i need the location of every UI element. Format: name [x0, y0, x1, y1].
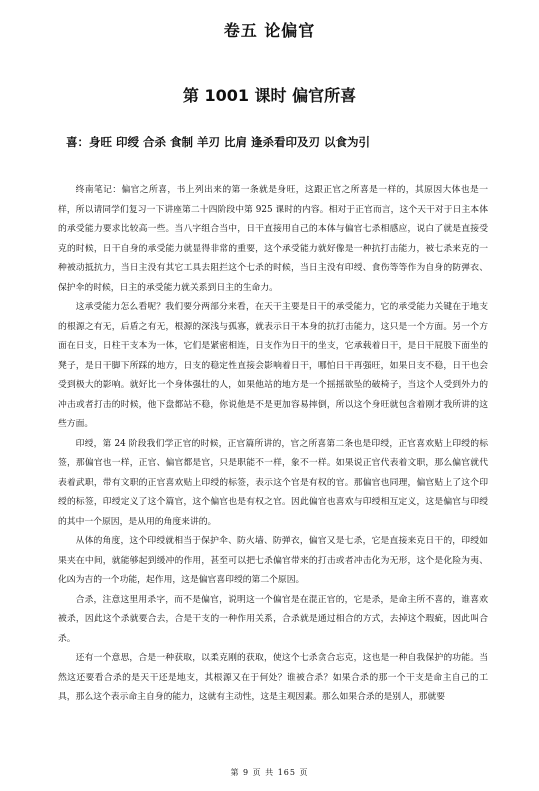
paragraph: 印绶，第 24 阶段我们学正官的时候，正官篇所讲的，官之所喜第二条也是印绶，正官喜欢贴上印绶的标签，那偏官也一样，正官、偏官都是官，只是职能不一样，象不一样。如果说正官代表着文职，那么偏官就代表着武职，带有文职的正官喜欢贴上印绶的标签，表示这个官是有权的官。那偏官也同理，偏官贴上了这个印绶的标签，印绶定义了这个篇官，这个偏官也是有权之官。因此偏官也喜欢与印绶相互定义，这是偏官与印绶的其中一个原因，是从用的角度来讲的。	[58, 438, 488, 527]
paragraph: 合杀，注意这里用杀字，而不是偏官，说明这一个偏官是在混正官的，它是杀，是命主所不喜的，谁喜欢被杀，因此这个杀就要合去，合是干支的一种作用关系，合杀就是通过相合的方式，去掉这个瑕疵，因此叫合杀。	[58, 594, 488, 644]
lesson-title: 第 1001 课时 偏官所喜	[182, 86, 357, 105]
paragraph: 从体的角度，这个印绶就相当于保护伞、防火墙、防弹衣，偏官又是七杀，它是直接来克日干的，印绶如果夹在中间，就能够起到缓冲的作用，甚至可以把七杀偏官带来的打击或者冲击化为无形，这个是化险为夷、化凶为吉的一个功能，起作用，这是偏官喜印绶的第二个原因。	[58, 536, 488, 585]
paragraph: 终南笔记：偏官之所喜，书上列出来的第一条就是身旺，这跟正官之所喜是一样的，其原因大体也是一样，所以请同学们复习一下讲座第二十四阶段中第 925 课时的内容。相对于正官而言，这个天干对于日主本体的承受能力要求比较高一些。当八字组合当中，日干直接用自己的本体与偏官七杀相感应，说白了就是直接受克的时候，日干自身的承受能力就显得非常的重要，这个承受能力就好像是一种抗打击能力，被七杀来克的一种被动抵抗力，当日主没有其它工具去阻拦这个七杀的时候，当日主没有印绶、食伤等等作为自身的防弹衣、保护伞的时候，日主的承受能力就关系到日主的生命力。	[58, 185, 488, 293]
paragraph: 这承受能力怎么看呢？我们要分两部分来看，在天干主要是日干的承受能力，它的承受能力关键在于地支的根源之有无，后盾之有无，根源的深浅与孤寡，就表示日干本身的抗打击能力，这只是一个方面。另一个方面在日支，日柱干支本为一体，它们是紧密相连，日支作为日干的坐支，它承载着日干，是日干屁股下面坐的凳子，是日干脚下所踩的地方，日支的稳定性直接会影响着日干，哪怕日干再强旺，如果日支不稳，日干也会受到极大的影响。就好比一个身体强壮的人，如果他站的地方是一个摇摇欲坠的破椅子，当这个人受到外力的冲击或者打击的时候，他下盘都站不稳，你说他是不是更加容易摔倒，所以这个身旺就包含着刚才我所讲的这些方面。	[58, 302, 488, 429]
chapter-title: 卷五 论偏官	[223, 21, 316, 40]
body-text	[58, 181, 488, 708]
paragraph: 还有一个意思，合是一种获取，以柔克刚的获取，使这个七杀贪合忘克，这也是一种自我保护的功能。当然这还要看合杀的是天干还是地支，其根源又在于何处？谁被合杀？如果合杀的那一个干支是命主自己的工具，那么这个表示命主自身的能力，这就有主动性，这是主观因素。那么如果合杀的是别人，那就要	[58, 653, 488, 702]
page-footer: 第 9 页 共 165 页	[230, 768, 309, 777]
keywords-line: 喜：身旺 印绶 合杀 食制 羊刃 比肩 逢杀看印及刃 以食为引	[66, 135, 371, 149]
